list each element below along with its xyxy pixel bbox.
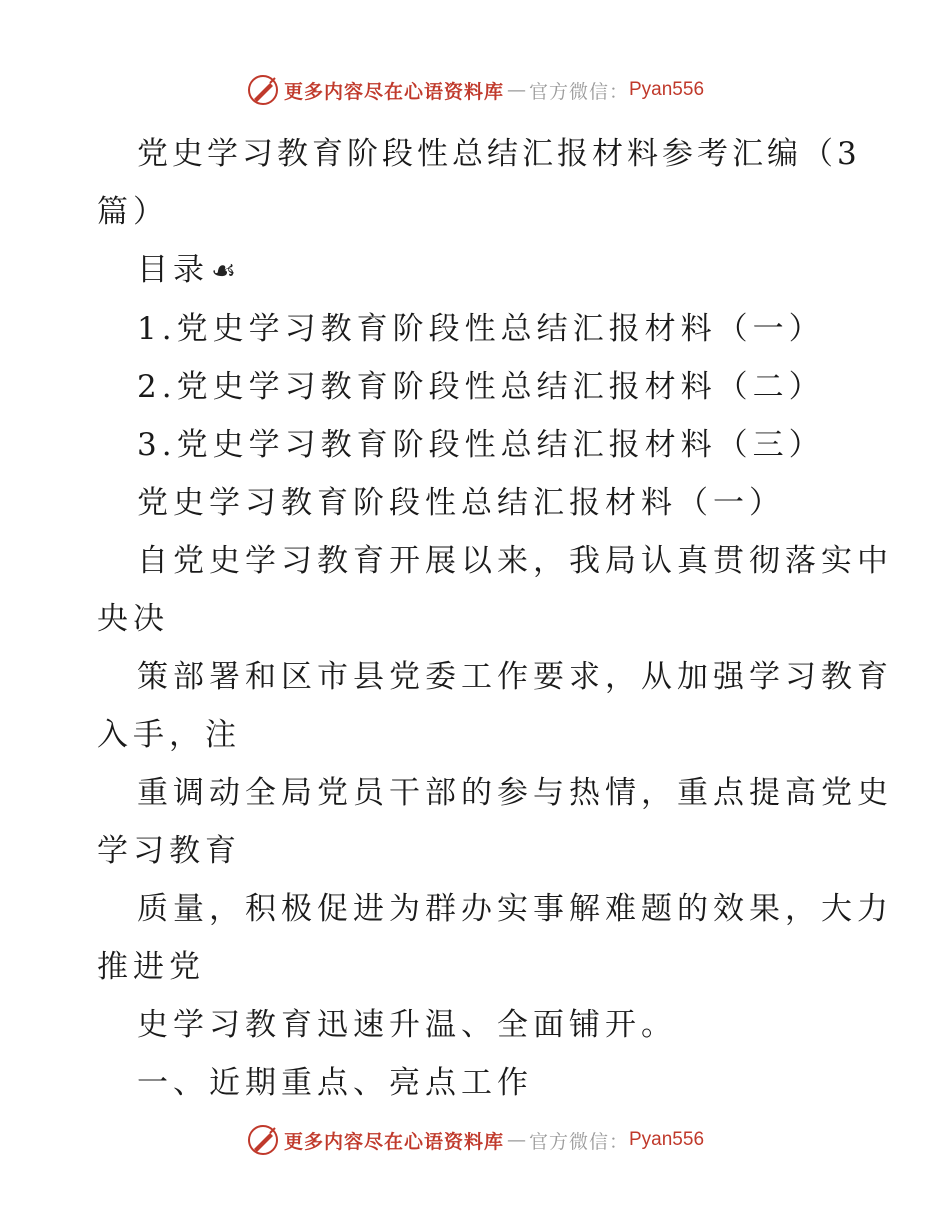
body-line: 质量，积极促进为群办实事解难题的效果，大力	[137, 891, 893, 927]
document-body	[97, 125, 893, 1112]
fleuron-icon: ☙	[211, 254, 242, 287]
body-line: 重调动全局党员干部的参与热情，重点提高党史	[137, 775, 893, 811]
toc-item: 1.党史学习教育阶段性总结汇报材料（一）	[137, 311, 825, 347]
body-line: 推进党	[97, 949, 205, 985]
header-banner	[0, 70, 950, 110]
section-title: 党史学习教育阶段性总结汇报材料（一）	[137, 485, 785, 521]
body-line: 策部署和区市县党委工作要求，从加强学习教育	[137, 659, 893, 695]
quill-pen-icon	[246, 1123, 280, 1157]
toc-heading-line	[97, 241, 857, 300]
toc-item: 2.党史学习教育阶段性总结汇报材料（二）	[137, 369, 825, 405]
body-line: 学习教育	[97, 833, 241, 869]
toc-item: 3.党史学习教育阶段性总结汇报材料（三）	[137, 427, 825, 463]
banner-official: 官方微信：	[528, 1130, 629, 1153]
subheading: 一、近期重点、亮点工作	[137, 1065, 533, 1101]
banner-dash: —	[506, 1129, 526, 1151]
banner-brand: 更多内容尽在心语资料库	[283, 80, 504, 103]
body-line: 央决	[97, 601, 169, 637]
footer-banner	[0, 1120, 950, 1160]
banner-wechat-id: Pyan556	[629, 1129, 705, 1150]
toc-heading: 目录	[137, 252, 209, 288]
banner-dash: —	[506, 79, 526, 101]
doc-title-line1: 党史学习教育阶段性总结汇报材料参考汇编（3	[137, 136, 861, 172]
banner-brand: 更多内容尽在心语资料库	[283, 1130, 504, 1153]
body-line: 入手，注	[97, 717, 241, 753]
body-line: 自党史学习教育开展以来，我局认真贯彻落实中	[137, 543, 893, 579]
doc-title-line2: 篇）	[97, 194, 169, 230]
banner-wechat-id: Pyan556	[629, 79, 705, 100]
body-line: 史学习教育迅速升温、全面铺开。	[137, 1007, 677, 1043]
banner-official: 官方微信：	[528, 80, 629, 103]
quill-pen-icon	[246, 73, 280, 107]
